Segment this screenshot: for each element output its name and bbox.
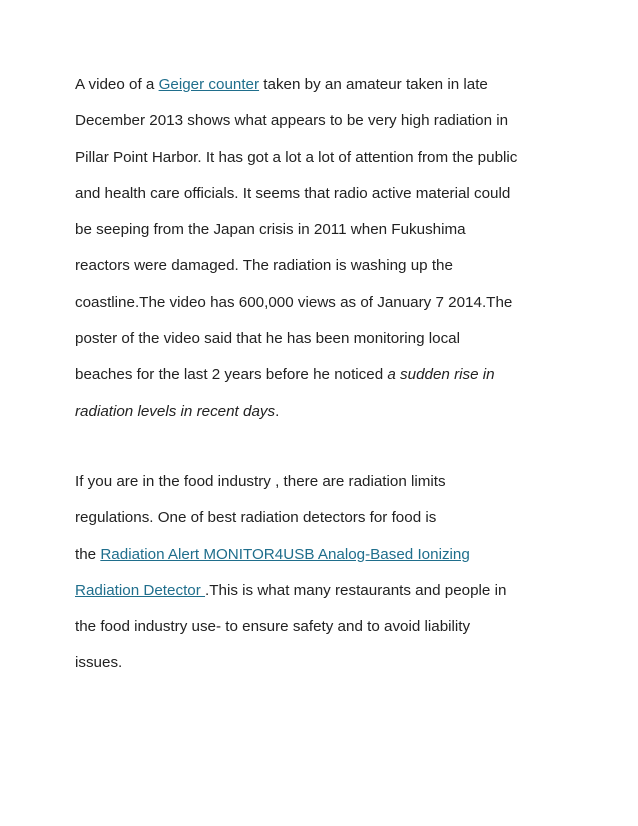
paragraph-line: coastline.The video has 600,000 views as of January 7 2014.The [75, 293, 513, 311]
paragraph-line: and health care officials. It seems that radio active material could [75, 184, 511, 202]
paragraph-fukushima-radiation [75, 67, 575, 430]
radiation-alert-monitor-link[interactable]: Radiation Alert MONITOR4USB Analog-Based Ionizing [100, 545, 470, 563]
paragraph-line: poster of the video said that he has been monitoring local [75, 330, 460, 348]
paragraph-line: Pillar Point Harbor. It has got a lot a lot of attention from the public [75, 148, 518, 166]
paragraph-line: reactors were damaged. The radiation is washing up the [75, 257, 453, 275]
line-text: taken by an amateur taken in late [259, 76, 488, 93]
line-text: A video of a [75, 76, 159, 93]
paragraph-food-industry [75, 464, 575, 682]
paragraph-line [75, 67, 575, 103]
paragraph-line: issues. [75, 654, 123, 672]
line-text: . [275, 402, 280, 420]
paragraph-line: If you are in the food industry , there are radiation limits [75, 473, 446, 490]
emphasis-text: a sudden rise in [387, 366, 495, 384]
paragraph-line: be seeping from the Japan crisis in 2011 when Fukushima [75, 221, 466, 239]
line-text: .This is what many restaurants and people in [205, 581, 507, 599]
geiger-counter-link[interactable]: Geiger counter [158, 76, 260, 93]
paragraph-line: the food industry use- to ensure safety and to avoid liability [75, 618, 471, 636]
paragraph-line [75, 394, 575, 430]
paragraph-line: December 2013 shows what appears to be very high radiation in [75, 112, 509, 130]
paragraph-line [75, 537, 575, 573]
paragraph-line: regulations. One of best radiation detectors for food is [75, 509, 437, 527]
line-text: beaches for the last 2 years before he noticed [75, 366, 388, 384]
paragraph-line [75, 573, 575, 609]
emphasis-text: radiation levels in recent days [75, 402, 276, 420]
paragraph-line [75, 357, 575, 393]
line-text: the [75, 545, 101, 563]
radiation-detector-link[interactable]: Radiation Detector [75, 581, 206, 599]
